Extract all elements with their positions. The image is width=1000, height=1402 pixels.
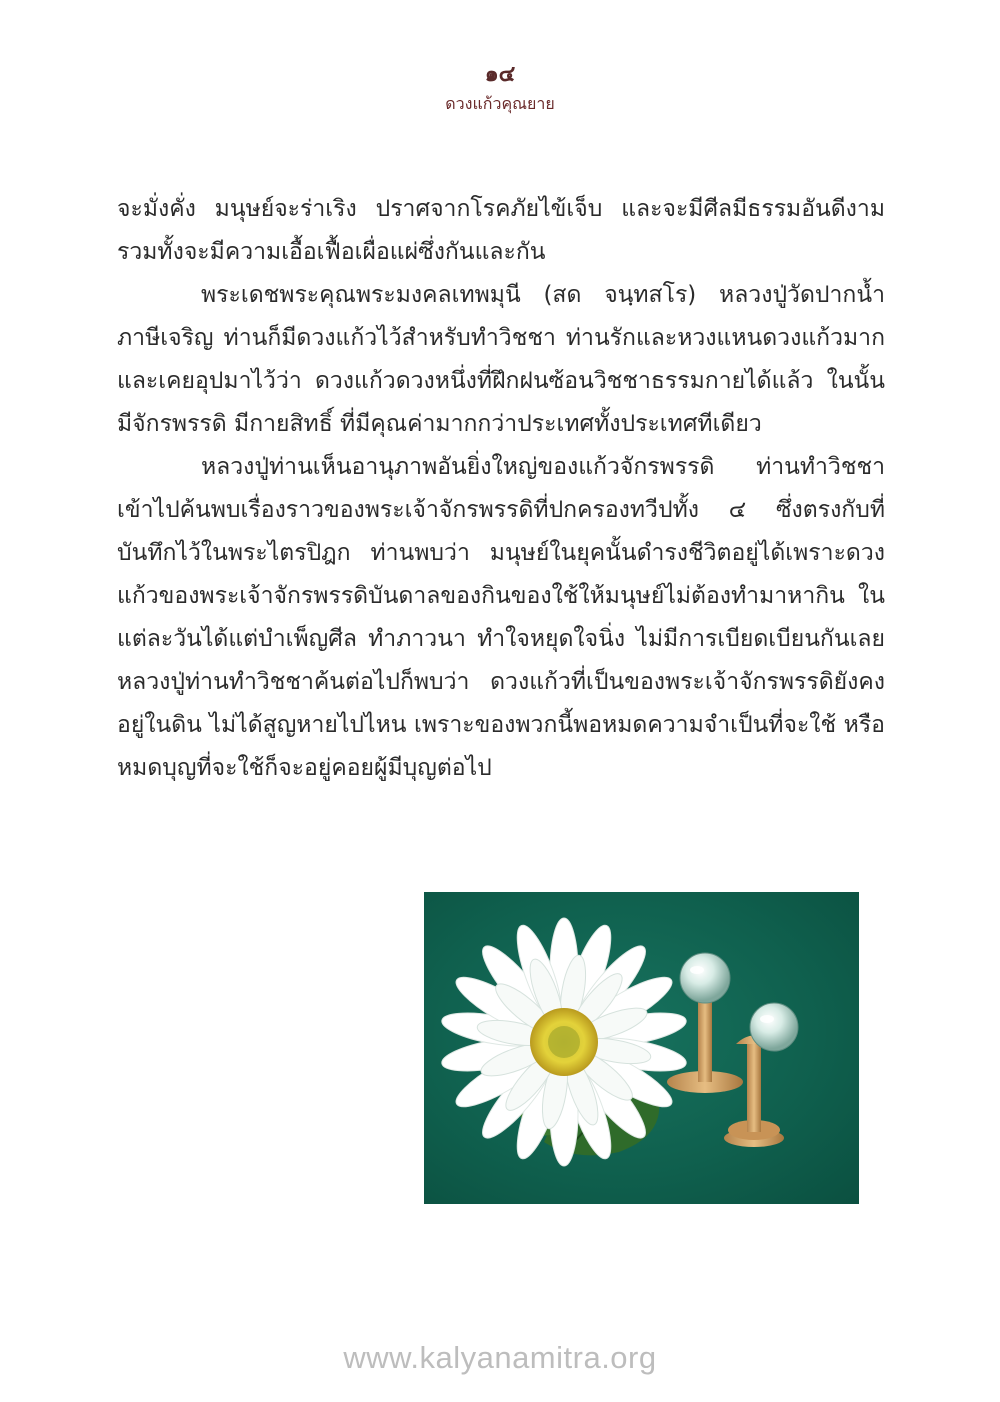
- running-header: ดวงแก้วคุณยาย: [445, 94, 555, 113]
- paragraph-luang-pu-crystal: พระเดชพระคุณพระมงคลเทพมุนี (สด จนฺทสโร) หลวงปู่วัดปากน้ำ ภาษีเจริญ ท่านก็มีดวงแก้วไว้สำหรับทำวิชชา ท่านรักและหวงแหนดวงแก้วมาก และเคยอุปมาไว้ว่า ดวงแก้วดวงหนึ่งที่ฝึกฝนซ้อนวิชชาธรรมกายได้แล้ว ในนั้นมีจักรพรรดิ มีกายสิทธิ์ ที่มีคุณค่ามากกว่าประเทศทั้งประเทศทีเดียว: [117, 282, 885, 437]
- footer-website-url: www.kalyanamitra.org: [343, 1340, 657, 1375]
- photo-illustration: [424, 892, 859, 1204]
- crystal-ball-front: [750, 1003, 798, 1051]
- paragraph-continued: จะมั่งคั่ง มนุษย์จะร่าเริง ปราศจากโรคภัยไข้เจ็บ และจะมีศีลมีธรรมอันดีงาม รวมทั้งจะมีความเอื้อเฟื้อเผื่อแผ่ซึ่งกันและกัน: [117, 196, 885, 265]
- body-text: [117, 188, 885, 790]
- photo-flower-crystal-balls: [424, 892, 859, 1204]
- crystal-stand-front: [724, 1003, 798, 1147]
- crystal-ball-back: [680, 953, 730, 1003]
- page-number: ๑๔: [484, 61, 516, 87]
- paragraph-chakkavatti: หลวงปู่ท่านเห็นอานุภาพอันยิ่งใหญ่ของแก้วจักรพรรดิ ท่านทำวิชชาเข้าไปค้นพบเรื่องราวของพระเจ้าจักรพรรดิที่ปกครองทวีปทั้ง ๔ ซึ่งตรงกับที่บันทึกไว้ในพระไตรปิฎก ท่านพบว่า มนุษย์ในยุคนั้นดำรงชีวิตอยู่ได้เพราะดวงแก้วของพระเจ้าจักรพรรดิบันดาลของกินของใช้ให้มนุษย์ไม่ต้องทำมาหากิน ในแต่ละวันได้แต่บำเพ็ญศีล ทำภาวนา ทำใจหยุดใจนิ่ง ไม่มีการเบียดเบียนกันเลย หลวงปู่ท่านทำวิชชาค้นต่อไปก็พบว่า ดวงแก้วที่เป็นของพระเจ้าจักรพรรดิยังคงอยู่ในดิน ไม่ได้สูญหายไปไหน เพราะของพวกนี้พอหมดความจำเป็นที่จะใช้ หรือหมดบุญที่จะใช้ก็จะอยู่คอยผู้มีบุญต่อไป: [117, 454, 885, 781]
